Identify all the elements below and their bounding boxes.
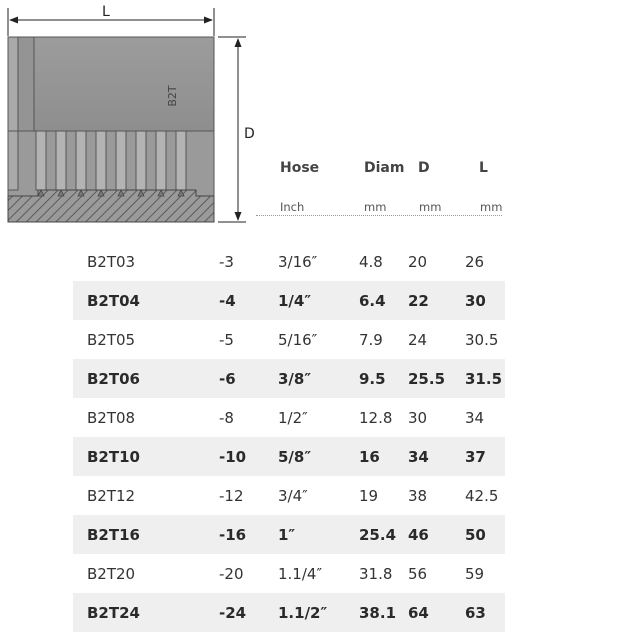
cell-size: -4	[219, 292, 236, 310]
groove	[96, 131, 106, 190]
arrow-right-icon	[204, 17, 213, 24]
cell-hose-inch: 5/16″	[278, 331, 318, 349]
cell-hose-inch: 3/16″	[278, 253, 318, 271]
table-row	[73, 242, 505, 281]
cell-d: 46	[408, 526, 429, 544]
groove	[76, 131, 86, 190]
cell-part: B2T12	[87, 487, 136, 505]
cell-part: B2T20	[87, 565, 136, 583]
cell-part: B2T03	[87, 253, 136, 271]
spec-table	[73, 242, 505, 632]
ferrule-lip	[8, 131, 18, 190]
header-diam: Diam	[364, 160, 405, 176]
table-row	[73, 281, 505, 320]
cell-hose-inch: 1/4″	[278, 292, 312, 310]
unit-diam: mm	[364, 200, 387, 214]
header-divider	[256, 215, 502, 216]
cell-hose-inch: 3/8″	[278, 370, 312, 388]
cell-diam: 31.8	[359, 565, 393, 583]
unit-hose: Inch	[280, 200, 305, 214]
cell-d: 30	[408, 409, 428, 427]
arrow-left-icon	[9, 17, 18, 24]
cell-l: 37	[465, 448, 486, 466]
cell-size: -6	[219, 370, 236, 388]
cell-d: 38	[408, 487, 428, 505]
cell-l: 31.5	[465, 370, 503, 388]
cell-diam: 4.8	[359, 253, 383, 271]
cell-size: -20	[219, 565, 244, 583]
cell-diam: 9.5	[359, 370, 386, 388]
cell-size: -24	[219, 604, 247, 622]
cell-size: -5	[219, 331, 234, 349]
cell-diam: 12.8	[359, 409, 393, 427]
cell-l: 59	[465, 565, 485, 583]
cell-d: 24	[408, 331, 428, 349]
unit-d: mm	[419, 200, 442, 214]
cell-l: 26	[465, 253, 485, 271]
cell-size: -8	[219, 409, 234, 427]
diameter-label: D	[244, 126, 255, 142]
cell-size: -12	[219, 487, 244, 505]
table-row	[73, 359, 505, 398]
cell-diam: 16	[359, 448, 380, 466]
cell-l: 34	[465, 409, 485, 427]
cell-d: 34	[408, 448, 429, 466]
cell-size: -16	[219, 526, 247, 544]
arrow-up-icon	[235, 38, 242, 47]
diameter-dimension	[218, 37, 255, 222]
cell-diam: 19	[359, 487, 379, 505]
groove	[36, 131, 46, 190]
table-row	[73, 437, 505, 476]
table-row	[73, 554, 505, 593]
groove	[116, 131, 126, 190]
length-dimension	[8, 4, 214, 36]
cell-part: B2T06	[87, 370, 140, 388]
table-row	[73, 593, 505, 632]
cell-diam: 7.9	[359, 331, 383, 349]
cell-d: 64	[408, 604, 429, 622]
cell-l: 63	[465, 604, 486, 622]
cell-l: 50	[465, 526, 486, 544]
cell-diam: 38.1	[359, 604, 397, 622]
cell-hose-inch: 5/8″	[278, 448, 312, 466]
cell-part: B2T08	[87, 409, 136, 427]
header-hose: Hose	[280, 160, 320, 176]
cell-hose-inch: 3/4″	[278, 487, 308, 505]
cell-d: 56	[408, 565, 428, 583]
cell-d: 22	[408, 292, 429, 310]
cell-part: B2T10	[87, 448, 140, 466]
cell-part: B2T04	[87, 292, 140, 310]
cell-part: B2T24	[87, 604, 140, 622]
cell-hose-inch: 1″	[278, 526, 296, 544]
table-row	[73, 320, 505, 359]
arrow-down-icon	[235, 212, 242, 221]
cell-diam: 25.4	[359, 526, 397, 544]
table-row	[73, 515, 505, 554]
cell-part: B2T05	[87, 331, 136, 349]
part-marking: B2T	[166, 85, 179, 107]
table-row	[73, 398, 505, 437]
ferrule-body	[8, 37, 214, 131]
groove	[56, 131, 66, 190]
unit-l: mm	[480, 200, 503, 214]
cell-d: 20	[408, 253, 428, 271]
cell-l: 30.5	[465, 331, 499, 349]
cell-d: 25.5	[408, 370, 446, 388]
cell-l: 30	[465, 292, 486, 310]
cell-hose-inch: 1.1/4″	[278, 565, 323, 583]
header-l: L	[479, 160, 488, 176]
ferrule-section	[8, 131, 214, 222]
cell-l: 42.5	[465, 487, 499, 505]
cell-hose-inch: 1/2″	[278, 409, 308, 427]
cell-size: -10	[219, 448, 247, 466]
groove	[176, 131, 186, 190]
cell-size: -3	[219, 253, 234, 271]
header-d: D	[418, 160, 430, 176]
table-row	[73, 476, 505, 515]
cell-diam: 6.4	[359, 292, 386, 310]
groove	[136, 131, 146, 190]
cell-hose-inch: 1.1/2″	[278, 604, 328, 622]
length-label: L	[102, 4, 110, 20]
groove	[156, 131, 166, 190]
ferrule-diagram	[0, 0, 260, 232]
cell-part: B2T16	[87, 526, 140, 544]
